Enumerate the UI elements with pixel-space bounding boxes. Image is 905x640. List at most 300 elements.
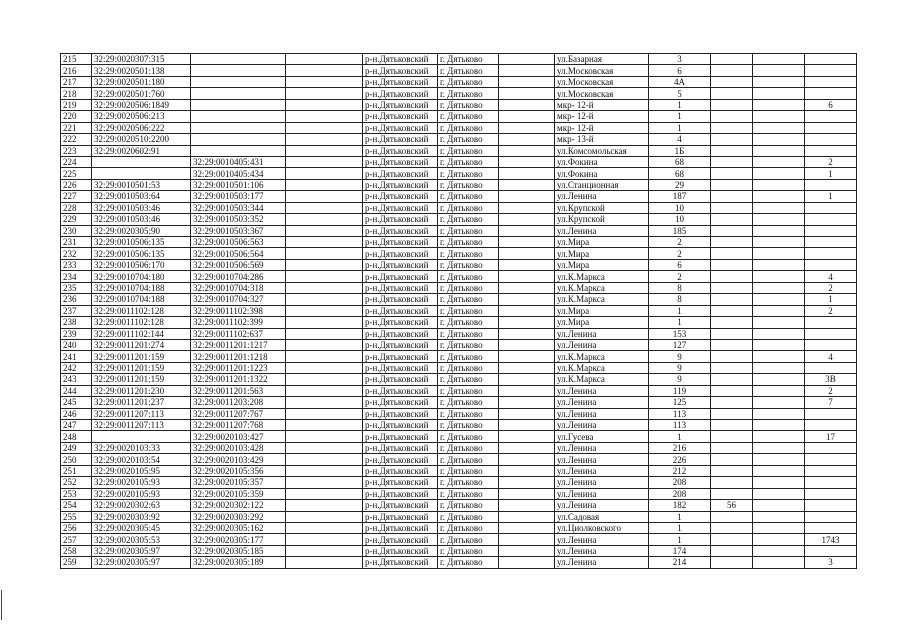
cadastral-number-building: 32:29:0010503:367 [191,225,286,236]
extra-number-cell [711,385,753,396]
street-cell: ул.К.Маркса [555,374,649,385]
district-cell: р-н.Дятьковский [363,420,438,431]
cadastral-number-building: 32:29:0010704:286 [191,271,286,282]
house-number-cell: 1 [649,305,711,316]
table-row [61,534,857,545]
apartment-cell [805,259,857,270]
house-number-cell: 2 [649,271,711,282]
apartment-cell: 2 [805,282,857,293]
apartment-cell [805,339,857,350]
table-row [61,442,857,453]
cadastral-number-land [92,168,191,179]
extra-number-cell [711,465,753,476]
empty-cell [286,156,363,167]
cadastral-number-land: 32:29:0020105:95 [92,465,191,476]
empty-cell [499,156,555,167]
cadastral-number-building: 32:29:0011207:768 [191,420,286,431]
extra-number-cell [711,179,753,190]
empty-cell [286,545,363,556]
empty-cell [753,305,805,316]
street-cell: ул.Ленина [555,385,649,396]
street-cell: ул.Мира [555,248,649,259]
town-cell: г. Дятьково [438,557,499,568]
empty-cell [286,420,363,431]
extra-number-cell [711,259,753,270]
town-cell: г. Дятьково [438,339,499,350]
empty-cell [753,248,805,259]
street-cell: ул.К.Маркса [555,362,649,373]
apartment-cell: 7 [805,397,857,408]
apartment-cell [805,511,857,522]
row-number: 224 [61,156,92,167]
table-row [61,477,857,488]
house-number-cell: 1 [649,522,711,533]
row-number: 249 [61,442,92,453]
house-number-cell: 4 [649,134,711,145]
town-cell: г. Дятьково [438,122,499,133]
town-cell: г. Дятьково [438,65,499,76]
cadastral-number-building: 32:29:0020103:428 [191,442,286,453]
town-cell: г. Дятьково [438,431,499,442]
house-number-cell: 8 [649,294,711,305]
town-cell: г. Дятьково [438,397,499,408]
cadastral-number-building [191,65,286,76]
row-number: 219 [61,99,92,110]
extra-number-cell [711,362,753,373]
empty-cell [499,237,555,248]
cadastral-number-land: 32:29:0020103:33 [92,442,191,453]
extra-number-cell [711,214,753,225]
district-cell: р-н.Дятьковский [363,431,438,442]
house-number-cell: 125 [649,397,711,408]
extra-number-cell [711,248,753,259]
district-cell: р-н.Дятьковский [363,282,438,293]
apartment-cell [805,145,857,156]
row-number: 227 [61,191,92,202]
house-number-cell: 6 [649,259,711,270]
table-row [61,88,857,99]
cadastral-number-building: 32:29:0020103:427 [191,431,286,442]
empty-cell [286,442,363,453]
cadastral-number-building: 32:29:0010503:352 [191,214,286,225]
table-row [61,385,857,396]
town-cell: г. Дятьково [438,545,499,556]
table-row [61,351,857,362]
street-cell: ул.Крупской [555,202,649,213]
house-number-cell: 9 [649,362,711,373]
table-body [61,54,857,569]
apartment-cell: 3 [805,557,857,568]
empty-cell [286,168,363,179]
cadastral-number-land: 32:29:0020303:92 [92,511,191,522]
town-cell: г. Дятьково [438,88,499,99]
cadastral-number-building: 32:29:0010405:434 [191,168,286,179]
empty-cell [286,179,363,190]
empty-cell [286,374,363,385]
empty-cell [499,76,555,87]
cadastral-number-land: 32:29:0020305:90 [92,225,191,236]
apartment-cell [805,179,857,190]
empty-cell [753,282,805,293]
street-cell: ул.Ленина [555,500,649,511]
cadastral-number-land: 32:29:0010503:46 [92,214,191,225]
apartment-cell: 2 [805,305,857,316]
street-cell: ул.Ленина [555,545,649,556]
apartment-cell [805,408,857,419]
empty-cell [499,385,555,396]
extra-number-cell [711,431,753,442]
empty-cell [499,122,555,133]
empty-cell [286,465,363,476]
street-cell: ул.Ленина [555,397,649,408]
district-cell: р-н.Дятьковский [363,179,438,190]
table-row [61,545,857,556]
empty-cell [499,317,555,328]
cadastral-number-building: 32:29:0020305:185 [191,545,286,556]
apartment-cell [805,202,857,213]
apartment-cell [805,122,857,133]
district-cell: р-н.Дятьковский [363,168,438,179]
apartment-cell [805,134,857,145]
empty-cell [753,168,805,179]
row-number: 243 [61,374,92,385]
cadastral-number-land: 32:29:0010704:180 [92,271,191,282]
row-number: 246 [61,408,92,419]
empty-cell [286,145,363,156]
cadastral-number-land: 32:29:0020305:97 [92,557,191,568]
cadastral-number-building [191,122,286,133]
extra-number-cell [711,454,753,465]
district-cell: р-н.Дятьковский [363,351,438,362]
house-number-cell: 208 [649,477,711,488]
district-cell: р-н.Дятьковский [363,545,438,556]
street-cell: ул.Ленина [555,534,649,545]
extra-number-cell [711,88,753,99]
row-number: 215 [61,54,92,65]
district-cell: р-н.Дятьковский [363,305,438,316]
cadastral-number-land: 32:29:0020307:315 [92,54,191,65]
house-number-cell: 1 [649,317,711,328]
house-number-cell: 1 [649,431,711,442]
cadastral-number-land: 32:29:0020506:1849 [92,99,191,110]
empty-cell [286,362,363,373]
cadastral-number-building: 32:29:0011207:767 [191,408,286,419]
town-cell: г. Дятьково [438,385,499,396]
table-row [61,271,857,282]
district-cell: р-н.Дятьковский [363,317,438,328]
house-number-cell: 4А [649,76,711,87]
town-cell: г. Дятьково [438,191,499,202]
street-cell: ул.Ленина [555,488,649,499]
street-cell: ул.Ленина [555,442,649,453]
cadastral-number-land: 32:29:0020305:53 [92,534,191,545]
empty-cell [753,294,805,305]
empty-cell [753,557,805,568]
empty-cell [499,202,555,213]
house-number-cell: 174 [649,545,711,556]
empty-cell [286,237,363,248]
extra-number-cell [711,134,753,145]
street-cell: ул.К.Маркса [555,351,649,362]
table-row [61,202,857,213]
table-row [61,408,857,419]
house-number-cell: 9 [649,351,711,362]
table-row [61,237,857,248]
town-cell: г. Дятьково [438,179,499,190]
empty-cell [753,54,805,65]
cadastral-number-land: 32:29:0020105:93 [92,488,191,499]
street-cell: ул.Комсомольская [555,145,649,156]
cadastral-number-land: 32:29:0020506:213 [92,111,191,122]
empty-cell [286,225,363,236]
cadastral-number-building: 32:29:0010405:431 [191,156,286,167]
town-cell: г. Дятьково [438,111,499,122]
empty-cell [499,454,555,465]
extra-number-cell [711,168,753,179]
empty-cell [499,54,555,65]
street-cell: ул.Ленина [555,339,649,350]
row-number: 256 [61,522,92,533]
cadastral-number-land: 32:29:0011207:113 [92,408,191,419]
empty-cell [753,454,805,465]
table-row [61,317,857,328]
extra-number-cell [711,488,753,499]
cadastral-number-land: 32:29:0011201:274 [92,339,191,350]
empty-cell [286,191,363,202]
apartment-cell [805,454,857,465]
apartment-cell [805,54,857,65]
apartment-cell [805,317,857,328]
house-number-cell: 2 [649,237,711,248]
extra-number-cell [711,76,753,87]
apartment-cell: 17 [805,431,857,442]
apartment-cell: 3В [805,374,857,385]
row-number: 235 [61,282,92,293]
table-row [61,65,857,76]
street-cell: мкр- 12-й [555,111,649,122]
row-number: 251 [61,465,92,476]
street-cell: ул.Ленина [555,477,649,488]
street-cell: ул.Мира [555,237,649,248]
table-row [61,225,857,236]
empty-cell [499,522,555,533]
town-cell: г. Дятьково [438,305,499,316]
street-cell: ул.Московская [555,88,649,99]
table-row [61,145,857,156]
extra-number-cell [711,54,753,65]
house-number-cell: 5 [649,88,711,99]
district-cell: р-н.Дятьковский [363,99,438,110]
row-number: 250 [61,454,92,465]
empty-cell [499,305,555,316]
town-cell: г. Дятьково [438,522,499,533]
apartment-cell: 4 [805,351,857,362]
district-cell: р-н.Дятьковский [363,362,438,373]
table-row [61,374,857,385]
table-row [61,362,857,373]
cadastral-number-building [191,134,286,145]
row-number: 232 [61,248,92,259]
apartment-cell: 1743 [805,534,857,545]
cadastral-number-land: 32:29:0020510:2200 [92,134,191,145]
house-number-cell: 8 [649,282,711,293]
row-number: 226 [61,179,92,190]
cadastral-number-building: 32:29:0011102:398 [191,305,286,316]
apartment-cell [805,362,857,373]
cadastral-number-land [92,431,191,442]
empty-cell [499,259,555,270]
cadastral-number-land: 32:29:0011201:159 [92,374,191,385]
empty-cell [499,488,555,499]
empty-cell [753,545,805,556]
street-cell: ул.Садовая [555,511,649,522]
cadastral-number-land: 32:29:0010503:46 [92,202,191,213]
street-cell: ул.Мира [555,259,649,270]
cadastral-number-land: 32:29:0020506:222 [92,122,191,133]
extra-number-cell [711,328,753,339]
house-number-cell: 187 [649,191,711,202]
cadastral-number-building: 32:29:0011102:399 [191,317,286,328]
empty-cell [753,65,805,76]
apartment-cell [805,88,857,99]
empty-cell [753,259,805,270]
row-number: 217 [61,76,92,87]
row-number: 259 [61,557,92,568]
house-number-cell: 113 [649,420,711,431]
district-cell: р-н.Дятьковский [363,534,438,545]
street-cell: ул.К.Маркса [555,282,649,293]
district-cell: р-н.Дятьковский [363,225,438,236]
empty-cell [499,339,555,350]
district-cell: р-н.Дятьковский [363,122,438,133]
extra-number-cell [711,99,753,110]
empty-cell [499,557,555,568]
empty-cell [753,420,805,431]
row-number: 239 [61,328,92,339]
empty-cell [499,88,555,99]
empty-cell [753,488,805,499]
cadastral-number-land: 32:29:0011207:113 [92,420,191,431]
house-number-cell: 216 [649,442,711,453]
table-row [61,134,857,145]
empty-cell [499,271,555,282]
street-cell: ул.К.Маркса [555,294,649,305]
district-cell: р-н.Дятьковский [363,408,438,419]
row-number: 225 [61,168,92,179]
empty-cell [499,397,555,408]
table-row [61,305,857,316]
empty-cell [286,99,363,110]
row-number: 244 [61,385,92,396]
cadastral-number-building: 32:29:0010704:318 [191,282,286,293]
empty-cell [753,534,805,545]
row-number: 236 [61,294,92,305]
table-row [61,294,857,305]
extra-number-cell [711,191,753,202]
row-number: 255 [61,511,92,522]
extra-number-cell [711,408,753,419]
cadastral-number-building: 32:29:0020105:356 [191,465,286,476]
extra-number-cell [711,522,753,533]
empty-cell [499,351,555,362]
street-cell: ул.Базарная [555,54,649,65]
row-number: 241 [61,351,92,362]
empty-cell [753,351,805,362]
row-number: 240 [61,339,92,350]
cadastral-number-land: 32:29:0011201:230 [92,385,191,396]
house-number-cell: 68 [649,156,711,167]
extra-number-cell [711,202,753,213]
row-number: 222 [61,134,92,145]
empty-cell [753,134,805,145]
town-cell: г. Дятьково [438,145,499,156]
house-number-cell: 3 [649,54,711,65]
district-cell: р-н.Дятьковский [363,65,438,76]
town-cell: г. Дятьково [438,225,499,236]
table-row [61,179,857,190]
empty-cell [286,248,363,259]
cadastral-number-building: 32:29:0020303:292 [191,511,286,522]
street-cell: мкр- 12-й [555,99,649,110]
house-number-cell: 68 [649,168,711,179]
town-cell: г. Дятьково [438,248,499,259]
empty-cell [499,477,555,488]
town-cell: г. Дятьково [438,294,499,305]
street-cell: ул.Фокина [555,156,649,167]
apartment-cell [805,65,857,76]
house-number-cell: 10 [649,202,711,213]
street-cell: ул.Московская [555,76,649,87]
empty-cell [286,294,363,305]
extra-number-cell [711,397,753,408]
empty-cell [753,408,805,419]
cadastral-number-building [191,111,286,122]
street-cell: ул.Ленина [555,191,649,202]
empty-cell [499,282,555,293]
extra-number-cell [711,477,753,488]
town-cell: г. Дятьково [438,214,499,225]
table-row [61,122,857,133]
empty-cell [286,259,363,270]
cadastral-number-building: 32:29:0020302:122 [191,500,286,511]
district-cell: р-н.Дятьковский [363,500,438,511]
apartment-cell: 1 [805,294,857,305]
district-cell: р-н.Дятьковский [363,522,438,533]
district-cell: р-н.Дятьковский [363,76,438,87]
apartment-cell [805,420,857,431]
district-cell: р-н.Дятьковский [363,454,438,465]
empty-cell [286,271,363,282]
apartment-cell [805,225,857,236]
house-number-cell: 10 [649,214,711,225]
cadastral-number-land: 32:29:0020305:45 [92,522,191,533]
house-number-cell: 226 [649,454,711,465]
empty-cell [499,511,555,522]
empty-cell [286,511,363,522]
extra-number-cell [711,374,753,385]
empty-cell [753,191,805,202]
cadastral-number-building: 32:29:0010506:569 [191,259,286,270]
district-cell: р-н.Дятьковский [363,134,438,145]
house-number-cell: 2 [649,248,711,259]
cadastral-number-building: 32:29:0011201:1322 [191,374,286,385]
house-number-cell: 1 [649,511,711,522]
street-cell: ул.Ленина [555,557,649,568]
cadastral-number-land: 32:29:0020501:760 [92,88,191,99]
apartment-cell: 2 [805,385,857,396]
extra-number-cell: 56 [711,500,753,511]
table-row [61,557,857,568]
